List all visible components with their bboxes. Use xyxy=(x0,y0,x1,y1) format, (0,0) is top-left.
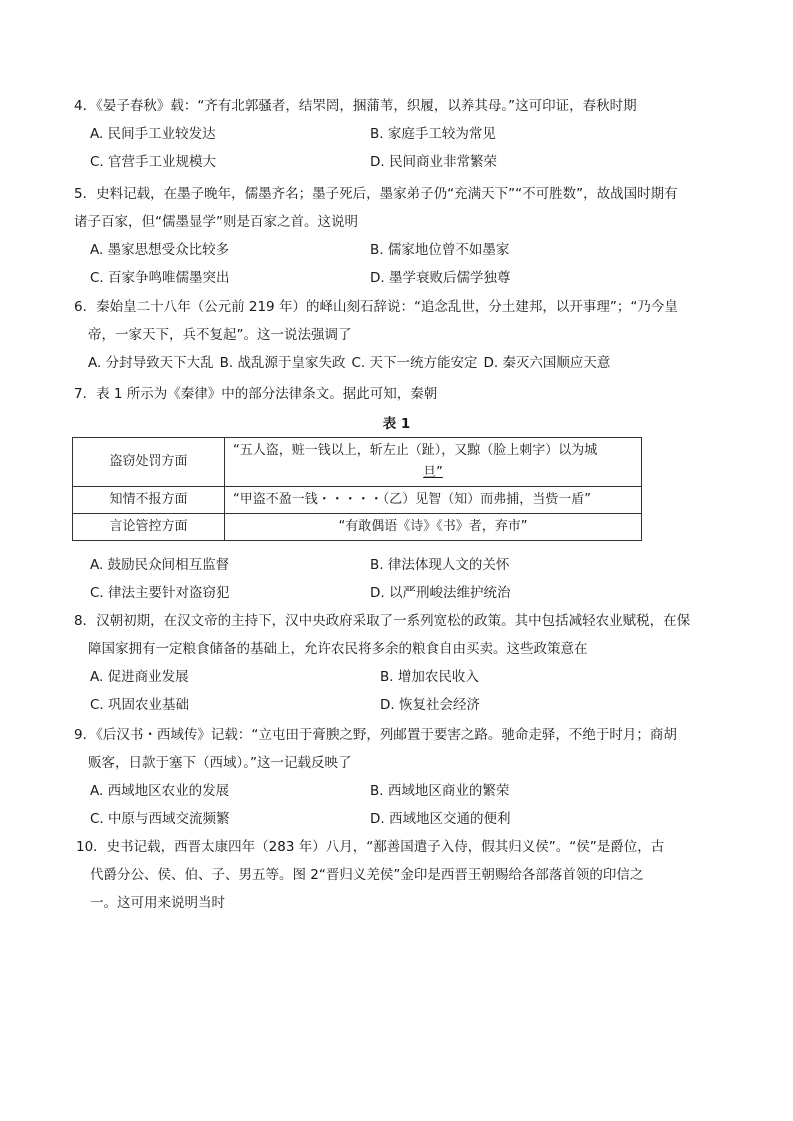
row-text-line1: “五人盗，赃一钱以上，斩左止（趾），又黥（脸上刺字）以为城 xyxy=(233,443,598,458)
options-row xyxy=(74,691,724,719)
option-c: C. 中原与西域交流频繁 xyxy=(90,811,230,827)
question-stem-line1: 10．史书记载，西晋太康四年（283 年）八月，“鄯善国遣子入侍，假其归义侯”。“侯”是爵位，古 xyxy=(76,839,665,855)
question-6 xyxy=(74,293,724,377)
option-a: A. 鼓励民众间相互监督 xyxy=(90,557,230,573)
option-b: B. 律法体现人文的关怀 xyxy=(370,557,510,573)
option-a: A. 分封导致天下大乱 xyxy=(88,355,214,371)
question-stem-line2: 帝，一家天下，兵不复起”。这一说法强调了 xyxy=(88,327,352,343)
question-stem: 7．表 1 所示为《秦律》中的部分法律条文。据此可知，秦朝 xyxy=(74,386,438,402)
option-a: A. 民间手工业较发达 xyxy=(90,126,216,142)
option-d: D. 秦灭六国顺应天意 xyxy=(483,355,611,371)
option-b: B. 家庭手工较为常见 xyxy=(370,126,496,142)
option-d: D. 西域地区交通的便利 xyxy=(370,811,511,827)
row-head: 盗窃处罚方面 xyxy=(73,438,225,487)
question-7-options xyxy=(74,551,724,607)
option-b: B. 西域地区商业的繁荣 xyxy=(370,783,510,799)
options-row xyxy=(74,663,724,691)
option-b: B. 战乱源于皇家失政 xyxy=(219,355,346,371)
options-row xyxy=(74,579,724,607)
option-d: D. 墨学衰败后儒学独尊 xyxy=(370,270,511,286)
option-c: C. 天下一统方能安定 xyxy=(351,355,478,371)
options-row xyxy=(74,120,724,148)
option-a: A. 墨家思想受众比较多 xyxy=(90,242,230,258)
row-text-line2: 旦” xyxy=(423,465,443,480)
question-stem-line2: 诸子百家，但“儒墨显学”则是百家之首。这说明 xyxy=(74,214,358,230)
options-row xyxy=(74,349,724,377)
options-row xyxy=(74,551,724,579)
question-7 xyxy=(74,380,724,408)
option-b: B. 儒家地位曾不如墨家 xyxy=(370,242,510,258)
row-text: “甲盗不盈一钱・・・・・（乙）见智（知）而弗捕，当赀一盾” xyxy=(225,487,642,514)
options-row xyxy=(74,148,724,176)
option-c: C. 百家争鸣唯儒墨突出 xyxy=(90,270,230,286)
option-c: C. 巩固农业基础 xyxy=(90,697,190,713)
law-table xyxy=(72,437,642,541)
question-stem-line1: 8．汉朝初期，在汉文帝的主持下，汉中央政府采取了一系列宽松的政策。其中包括减轻农业赋税，在保 xyxy=(74,613,691,629)
option-c: C. 律法主要针对盗窃犯 xyxy=(90,585,230,601)
row-text xyxy=(225,438,642,487)
row-text: “有敢偶语《诗》《书》者，弃市” xyxy=(225,514,642,541)
option-a: A. 西域地区农业的发展 xyxy=(90,783,230,799)
question-stem-line2: 贩客，日款于塞下（西域）。”这一记载反映了 xyxy=(88,755,352,771)
option-a: A. 促进商业发展 xyxy=(90,669,189,685)
table-row xyxy=(73,438,642,487)
option-b: B. 增加农民收入 xyxy=(380,669,479,685)
question-stem-line2: 障国家拥有一定粮食储备的基础上，允许农民将多余的粮食自由买卖。这些政策意在 xyxy=(88,641,588,657)
question-8 xyxy=(74,607,724,719)
options-row xyxy=(74,777,724,805)
option-d: D. 民间商业非常繁荣 xyxy=(370,154,497,170)
options-row xyxy=(74,264,724,292)
question-4 xyxy=(74,92,724,176)
table-caption: 表 1 xyxy=(382,416,411,432)
question-9 xyxy=(74,721,724,833)
question-stem-line1: 6．秦始皇二十八年（公元前 219 年）的峄山刻石辞说：“追念乱世，分土建邦，以开事理”；“乃今皇 xyxy=(74,299,678,315)
question-stem-line1: 9．《后汉书・西域传》记载：“立屯田于膏腴之野，列邮置于要害之路。驰命走驿，不绝于时月；商胡 xyxy=(74,727,677,743)
option-c: C. 官营手工业规模大 xyxy=(90,154,217,170)
table-row xyxy=(73,487,642,514)
table-row xyxy=(73,514,642,541)
question-10 xyxy=(76,833,726,917)
options-row xyxy=(74,236,724,264)
options-row xyxy=(74,805,724,833)
row-head: 言论管控方面 xyxy=(73,514,225,541)
question-stem-line3: 一。这可用来说明当时 xyxy=(90,895,225,911)
option-d: D. 以严刑峻法维护统治 xyxy=(370,585,511,601)
option-d: D. 恢复社会经济 xyxy=(380,697,480,713)
row-head: 知情不报方面 xyxy=(73,487,225,514)
question-stem-line2: 代爵分公、侯、伯、子、男五等。图 2“晋归义羌侯”金印是西晋王朝赐给各部落首领的印信之 xyxy=(90,867,644,883)
question-stem-line1: 5．史料记载，在墨子晚年，儒墨齐名；墨子死后，墨家弟子仍“充满天下”“不可胜数”，故战国时期有 xyxy=(74,186,678,202)
question-stem: 4．《晏子春秋》载：“齐有北郭骚者，结罘罔，捆蒲苇，织履，以养其母。”这可印证，春秋时期 xyxy=(74,98,637,114)
question-5 xyxy=(74,180,724,292)
